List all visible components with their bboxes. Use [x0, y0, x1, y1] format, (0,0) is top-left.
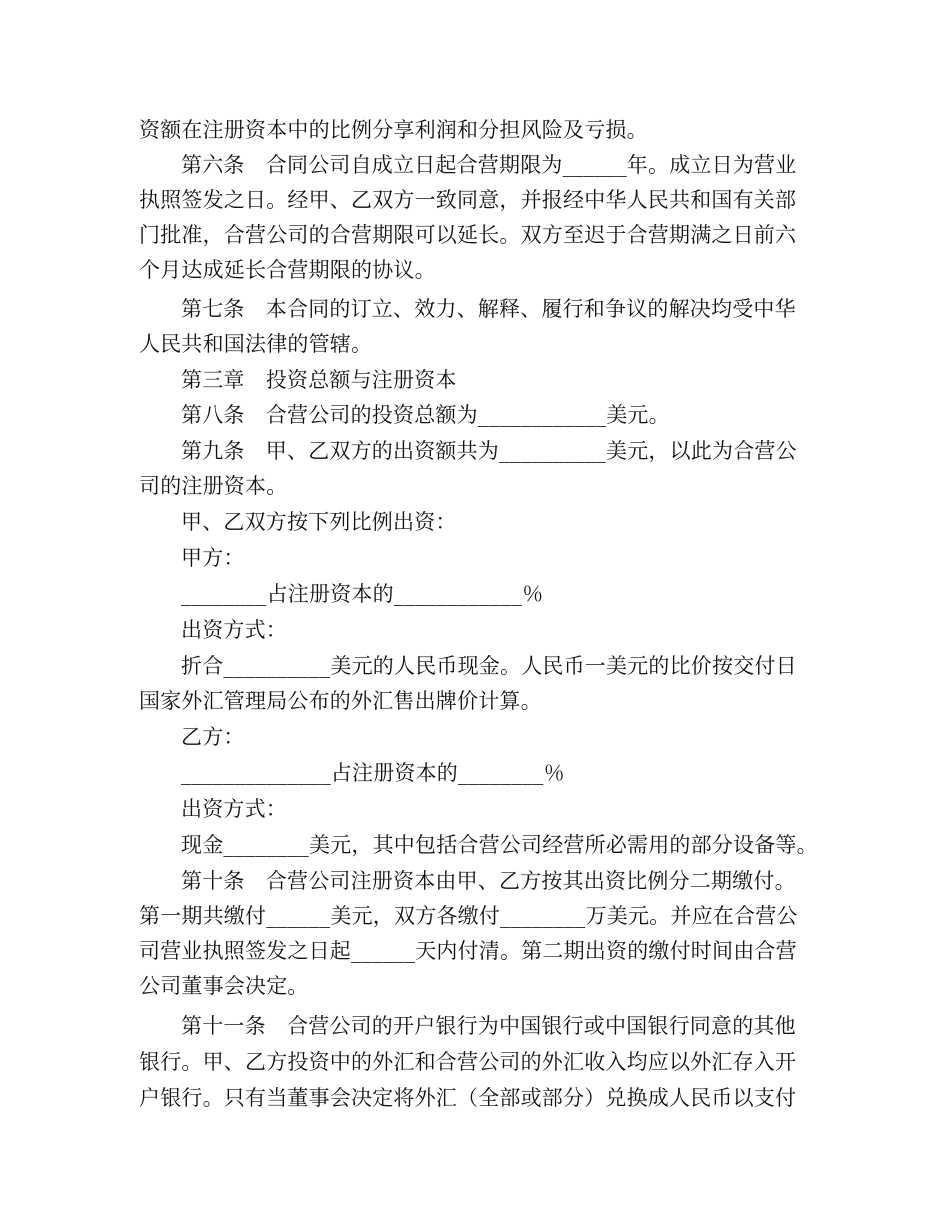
text-line: 司的注册资本。: [139, 474, 288, 498]
party-a-label: 甲方：: [181, 546, 245, 570]
article-8-line: 第八条 合营公司的投资总额为____________美元。: [181, 403, 670, 427]
article-10-line: 第十条 合营公司注册资本由甲、乙方按其出资比例分二期缴付。: [181, 869, 796, 893]
contribution-method-label: 出资方式：: [181, 797, 287, 821]
party-b-label: 乙方：: [181, 725, 245, 749]
article-11-line: 第十一条 合营公司的开户银行为中国银行或中国银行同意的其他: [181, 1014, 796, 1038]
text-line: 公司董事会决定。: [139, 974, 309, 998]
chapter-3-heading: 第三章 投资总额与注册资本: [181, 368, 457, 392]
party-a-share-line: ________占注册资本的____________％: [181, 582, 544, 606]
text-line: 第一期共缴付______美元，双方各缴付________万美元。并应在合营公: [139, 904, 798, 928]
text-line: 户银行。只有当董事会决定将外汇（全部或部分）兑换成人民币以支付: [139, 1086, 797, 1110]
text-line: 执照签发之日。经甲、乙双方一致同意，并报经中华人民共和国有关部: [139, 188, 797, 212]
article-7-line: 第七条 本合同的订立、效力、解释、履行和争议的解决均受中华: [181, 297, 796, 321]
text-line: 司营业执照签发之日起______天内付清。第二期出资的缴付时间由合营: [139, 939, 797, 963]
text-line: 甲、乙双方按下列比例出资：: [181, 510, 457, 534]
text-line: 个月达成延长合营期限的协议。: [139, 258, 436, 282]
text-line: 国家外汇管理局公布的外汇售出牌价计算。: [139, 689, 542, 713]
party-b-share-line: ______________占注册资本的________％: [181, 761, 565, 785]
text-line: 折合__________美元的人民币现金。人民币一美元的比价按交付日: [181, 654, 797, 678]
text-line: 现金________美元，其中包括合营公司经营所必需用的部分设备等。: [181, 833, 818, 857]
article-6-line: 第六条 合同公司自成立日起合营期限为______年。成立日为营业: [181, 153, 797, 177]
text-line: 银行。甲、乙方投资中的外汇和合营公司的外汇收入均应以外汇存入开: [139, 1050, 797, 1074]
text-line: 门批准，合营公司的合营期限可以延长。双方至迟于合营期满之日前六: [139, 223, 797, 247]
text-line: 人民共和国法律的管辖。: [139, 332, 373, 356]
article-9-line: 第九条 甲、乙双方的出资额共为__________美元，以此为合营公: [181, 439, 797, 463]
contribution-method-label: 出资方式：: [181, 618, 287, 642]
text-line: 资额在注册资本中的比例分享利润和分担风险及亏损。: [139, 118, 648, 142]
